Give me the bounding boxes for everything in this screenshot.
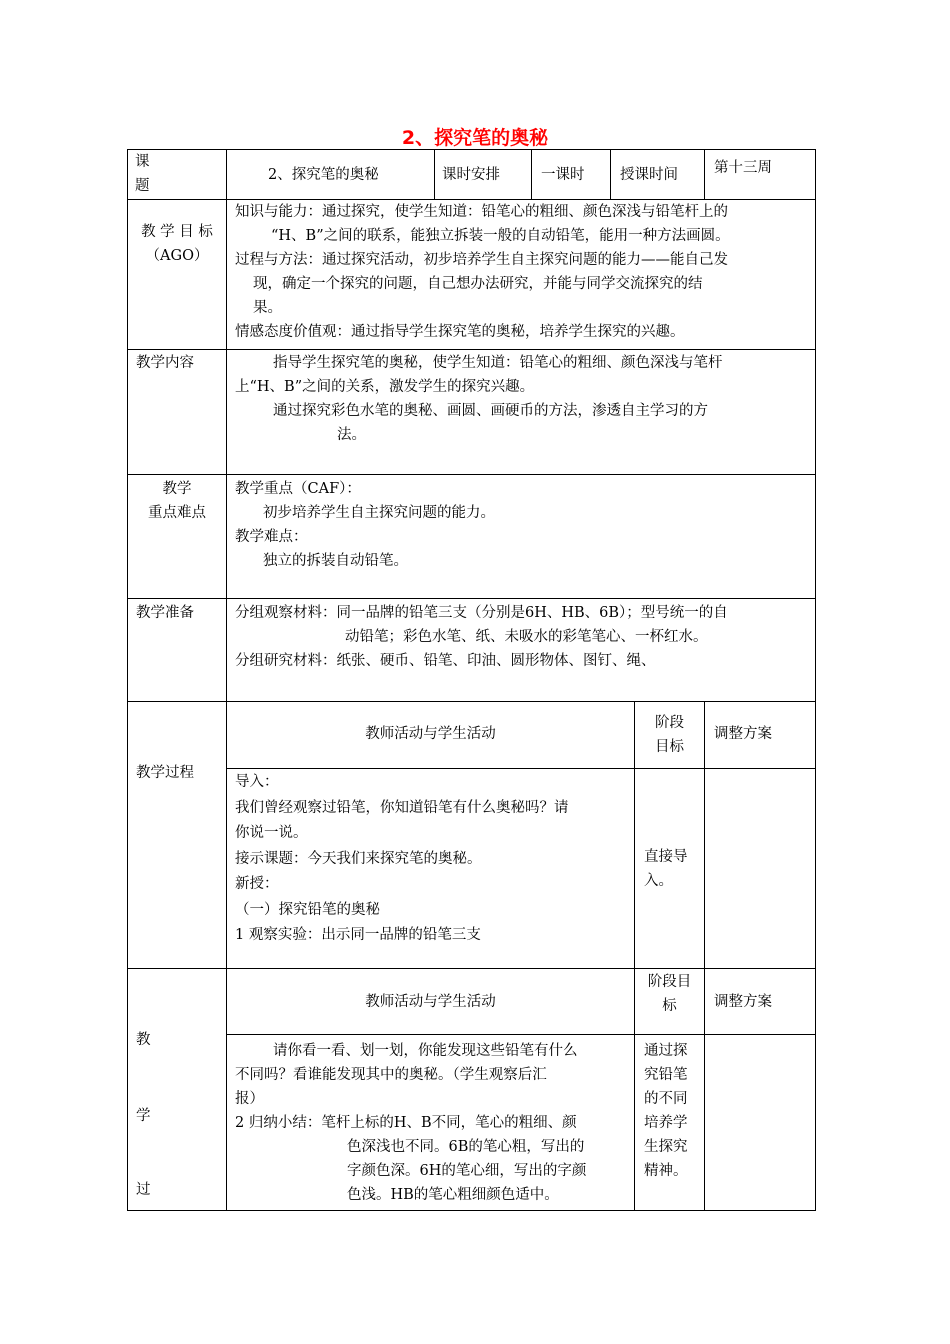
activity-line: （一）探究铅笔的奥秘: [235, 901, 380, 918]
activity-line: 请你看一看、划一划，你能发现这些铅笔有什么: [273, 1043, 578, 1059]
keypoints-body: [235, 477, 813, 573]
stage-goal-header-text: 阶段目: [647, 974, 692, 990]
table-border-right: [815, 149, 816, 1211]
table-border-left: [127, 149, 128, 1211]
content-paragraph: 通过探究彩色水笔的奥秘、画圆、画硬币的方法，渗透自主学习的方: [273, 403, 708, 419]
adjust-header: 调整方案: [714, 726, 772, 742]
content-body: [235, 351, 813, 447]
activity-line: 不同吗？看谁能发现其中的奥秘。（学生观察后汇: [235, 1067, 547, 1083]
process2-label: [136, 1178, 151, 1202]
content-label: 教学内容: [136, 355, 194, 371]
page-title: 2、探究笔的奥秘: [401, 127, 549, 149]
process2-label-char: 过: [136, 1182, 151, 1198]
goal-process: 果。: [253, 300, 282, 316]
schedule-label: 课时安排: [442, 167, 500, 183]
topic-label: 题: [135, 178, 150, 194]
process2-goal: [644, 1039, 688, 1183]
difficulty-label: 教学难点：: [235, 529, 308, 545]
prep-line: 动铅笔；彩色水笔、纸、未吸水的彩笔笔心、一杯红水。: [345, 629, 708, 645]
time-label: 授课时间: [620, 167, 678, 183]
time-value: 第十三周: [714, 160, 772, 176]
row-divider: [127, 349, 816, 350]
activity-line: 色浅。HB的笔心粗细颜色适中。: [347, 1187, 559, 1203]
prep-line: 分组观察材料：同一品牌的铅笔三支（分别是6H、HB、6B）；型号统一的自: [235, 605, 728, 621]
focus-text: 初步培养学生自主探究问题的能力。: [263, 505, 495, 521]
process1-activity: [235, 770, 631, 949]
goals-content: [235, 200, 813, 344]
row-divider: [127, 701, 816, 702]
goals-label: 教 学 目 标: [141, 224, 213, 240]
topic-value: 2、探究笔的奥秘: [268, 167, 379, 183]
stage-goal-text: 入。: [644, 873, 673, 889]
goals-label-cell: [128, 220, 226, 268]
process-label: 教学过程: [136, 765, 194, 781]
content-paragraph: 指导学生探究笔的奥秘，使学生知道：铅笔心的粗细、颜色深浅与笔杆: [273, 355, 723, 371]
keypoints-label: 教学: [162, 481, 192, 497]
stage-goal-header: [635, 970, 704, 1018]
process2-label-char: 学: [136, 1108, 151, 1124]
header-divider: [434, 149, 435, 199]
process-divider: [634, 701, 635, 1211]
process-divider: [704, 701, 705, 1211]
activity-line: 接示课题：今天我们来探究笔的奥秘。: [235, 850, 482, 867]
activity-line: 新授：: [235, 876, 279, 892]
difficulty-text: 独立的拆装自动铅笔。: [263, 553, 408, 569]
goal-knowledge: “H、B”之间的联系，能独立拆装一般的自动铅笔，能用一种方法画圆。: [271, 228, 730, 244]
activity-line: 报）: [235, 1091, 264, 1107]
header-divider: [531, 149, 532, 199]
goals-code: （AGO）: [145, 248, 209, 264]
table-border-bottom: [127, 1210, 816, 1211]
focus-label: 教学重点（CAF）：: [235, 481, 361, 497]
stage-goal-text: 培养学: [644, 1115, 688, 1131]
stage-goal-text: 直接导: [644, 849, 688, 865]
keypoints-label-cell: [128, 477, 226, 525]
goal-attitude: 情感态度价值观：通过指导学生探究笔的奥秘，培养学生探究的兴趣。: [235, 324, 685, 340]
schedule-value: 一课时: [541, 167, 585, 183]
goal-process: 现，确定一个探究的问题，自己想办法研究，并能与同学交流探究的结: [253, 276, 703, 292]
activity-header: 教师活动与学生活动: [365, 726, 496, 742]
row-divider: [127, 474, 816, 475]
activity-line: 2 归纳小结：笔杆上标的H、B不同，笔心的粗细、颜: [235, 1115, 577, 1131]
process2-label: [136, 1028, 151, 1052]
row-divider: [226, 768, 816, 769]
stage-goal-header-text: 标: [662, 998, 677, 1014]
stage-goal-text: 生探究: [644, 1139, 688, 1155]
process2-activity: [235, 1039, 631, 1207]
stage-goal-text: 精神。: [644, 1163, 688, 1179]
stage-goal-text: 通过探: [644, 1043, 688, 1059]
stage-goal-header: [635, 711, 704, 759]
table-border-top: [127, 149, 816, 150]
process1-goal: [644, 845, 688, 893]
topic-label-cell: [135, 150, 225, 198]
activity-line: 字颜色深。6H的笔心细，写出的字颜: [347, 1163, 587, 1179]
stage-goal-header-text: 阶段: [655, 715, 684, 731]
content-paragraph: 法。: [337, 427, 366, 443]
stage-goal-text: 的不同: [644, 1091, 688, 1107]
process2-label-char: 教: [136, 1032, 151, 1048]
label-column-divider: [226, 149, 227, 1211]
activity-header: 教师活动与学生活动: [365, 994, 496, 1010]
goal-knowledge: 知识与能力：通过探究，使学生知道：铅笔心的粗细、颜色深浅与铅笔杆上的: [235, 204, 728, 220]
keypoints-label: 重点难点: [148, 505, 206, 521]
stage-goal-text: 究铅笔: [644, 1067, 688, 1083]
adjust-header: 调整方案: [714, 994, 772, 1010]
activity-line: 我们曾经观察过铅笔，你知道铅笔有什么奥秘吗？请: [235, 799, 569, 816]
header-divider: [610, 149, 611, 199]
header-divider: [704, 149, 705, 199]
row-divider: [226, 1034, 816, 1035]
topic-label: 课: [135, 154, 150, 170]
prep-label: 教学准备: [136, 605, 194, 621]
process2-label: [136, 1104, 151, 1128]
prep-body: [235, 601, 813, 673]
activity-line: 1 观察实验：出示同一品牌的铅笔三支: [235, 927, 481, 943]
prep-line: 分组研究材料：纸张、硬币、铅笔、印油、圆形物体、图钉、绳、: [235, 653, 656, 669]
activity-line: 导入：: [235, 774, 279, 790]
row-divider: [127, 598, 816, 599]
goal-process: 过程与方法：通过探究活动，初步培养学生自主探究问题的能力——能自己发: [235, 252, 728, 268]
stage-goal-header-text: 目标: [655, 739, 684, 755]
activity-line: 你说一说。: [235, 825, 308, 841]
row-divider: [127, 968, 816, 969]
content-paragraph: 上“H、B”之间的关系，激发学生的探究兴趣。: [235, 379, 535, 395]
activity-line: 色深浅也不同。6B的笔心粗，写出的: [347, 1139, 585, 1155]
